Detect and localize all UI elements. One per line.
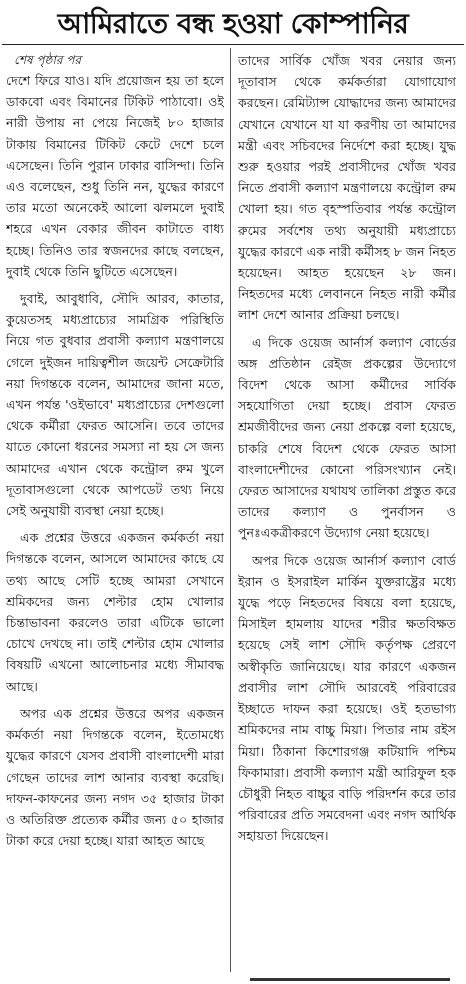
next-article-edge bbox=[0, 978, 466, 984]
continued-from-label: শেষ পৃষ্ঠার পর bbox=[14, 53, 82, 67]
paragraph: অপর দিকে ওয়েজ আর্নার্স কল্যাণ বোর্ড ইরান ও ইসরাইল মার্কিন যুক্তরাষ্ট্রের মধ্যে যুদ্ধে পড়ে নিহতদের বিষয়ে বলা হয়েছে, মিসাইল হামলায় যাদের শরীর ক্ষতবিক্ষত হয়েছে সেই লাশ সৌদি কর্তৃপক্ষ প্রেরণে অস্বীকৃতি জানিয়েছে। যার কারণে একজন প্রবাসীর লাশ সৌদি আরবেই পরিবারের ইচ্ছাতে দাফন করা হয়েছে। ওই হতভাগ্য শ্রমিকদের নাম বাচ্চু মিয়া। পিতার নাম রইস মিয়া। ঠিকানা কিশোরগঞ্জ কটিয়াদি পশ্চিম ফিকামারা। প্রবাসী কল্যাণ মন্ত্রী আরিফুল হক চৌধুরী নিহত বাচ্চুর বাড়ি পরিদর্শন করে তার পরিবারের প্রতি সমবেদনা এবং নগদ আর্থিক সহায়তা দিয়েছেন। bbox=[238, 552, 456, 844]
paragraph: দুবাই, আবুধাবি, সৌদি আরব, কাতার, কুয়েতসহ মধ্যপ্রাচ্যের সামগ্রিক পরিস্থিতি নিয়ে গত বুধবার প্রবাসী কল্যাণ মন্ত্রণালয়ে গেলে দুইজন দায়িত্বশীল জয়েন্ট সেক্রেটারি নয়া দিগন্তকে বলেন, আমাদের জানা মতে, এখন পর্যন্ত 'ওইভাবে' মধ্যপ্রাচ্যের দেশগুলো থেকে কর্মীরা ফেরত আসেনি। তবে তাদের যাতে কোনো ধরনের সমস্যা না হয় সে জন্য আমাদের এখান থেকে কন্ট্রোল রুম খুলে দূতাবাসগুলো থেকে আপডেট তথ্য নিয়ে সেই অনুযায়ী ব্যবস্থা নেয়া হচ্ছে। bbox=[6, 291, 224, 519]
paragraph: দেশে ফিরে যাও। যদি প্রয়োজন হয় তা হলে ডাকবো এবং বিমানের টিকিট পাঠাবো। ওই নারী উপায় না পেয়ে নিজেই ৮০ হাজার টাকায় বিমানের টিকিট কেটে দেশে চলে এসেছেন। তিনি পুরান ঢাকার বাসিন্দা। তিনি এও বলেছেন, শুধু তিনি নন, যুদ্ধের কারণে তার মতো অনেকেই আলো ঝলমলে দুবাই শহরে এখন বেকার জীবন কাটাতে বাধ্য হচ্ছে। তিনিও তার স্বজনদের কাছে বলছেন, দুবাই থেকে তিনি ছুটিতে এসেছেন। bbox=[6, 73, 224, 279]
paragraph: এ দিকে ওয়েজ আর্নার্স কল্যাণ বোর্ডের অঙ্গ প্রতিষ্ঠান রেইজ প্রকল্পের উদ্যোগে বিদেশ থেকে আসা কর্মীদের সার্বিক সহযোগিতা দেয়া হচ্ছে। প্রবাস ফেরত শ্রমজীবীদের জন্য নেয়া প্রকল্পে বলা হয়েছে, চাকরি শেষে বিদেশ থেকে ফেরত আসা বাংলাদেশীদের কোনো পরিসংখ্যান নেই। ফেরত আসাদের যথাযথ তালিকা প্রস্তুত করে তাদের কল্যাণ ও পুনর্বাসন ও পুনঃএকত্রীকরণে উদ্যোগ নেয়া হয়েছে। bbox=[238, 334, 456, 541]
left-column bbox=[6, 50, 224, 970]
article-headline: আমিরাতে বন্ধ হওয়া কোম্পানির bbox=[57, 7, 409, 40]
paragraph: অপর এক প্রশ্নের উত্তরে অপর একজন কর্মকর্তা নয়া দিগন্তকে বলেন, ইতোমধ্যে যুদ্ধের কারণে যেসব প্রবাসী বাংলাদেশী মারা গেছেন তাদের লাশ আনার ব্যবস্থা করেছি। দাফন-কাফনের জন্য নগদ ৩৫ হাজার টাকা ও অতিরিক্ত প্রত্যেক কর্মীর জন্য ৫০ হাজার টাকা করে দেয়া হচ্ছে। যারা আহত আছে bbox=[6, 705, 224, 849]
next-headline-fragment bbox=[250, 978, 450, 984]
headline-rule bbox=[2, 44, 464, 45]
paragraph: তাদের সার্বিক খোঁজ খবর নেয়ার জন্য দূতাবাস থেকে কর্মকর্তারা যোগাযোগ করছেন। রেমিট্যান্স যোদ্ধাদের জন্য আমাদের যেখানে যেখানে যা যা করণীয় তা আমাদের মন্ত্রী এবং সচিবদের নির্দেশে করা হচ্ছে। যুদ্ধ শুরু হওয়ার পরই প্রবাসীদের খোঁজ খবর নিতে প্রবাসী কল্যাণ মন্ত্রণালয়ে কন্ট্রোল রুম খোলা হয়। গত বৃহস্পতিবার পর্যন্ত কন্ট্রোল রুমের সর্বশেষ তথ্য অনুযায়ী মধ্যপ্রাচ্যে যুদ্ধের কারণে এক নারী কর্মীসহ ৮ জন নিহত হয়েছেন। আহত হয়েছেন ২৮ জন। নিহতদের মধ্যে লেবাননে নিহত নারী কর্মীর লাশ দেশে আনার প্রক্রিয়া চলছে। bbox=[238, 53, 456, 323]
column-divider bbox=[230, 48, 231, 972]
right-column bbox=[238, 50, 456, 970]
paragraph: এক প্রশ্নের উত্তরে একজন কর্মকর্তা নয়া দিগন্তকে বলেন, আসলে আমাদের কাছে যে তথ্য আছে সেটি হচ্ছে আমরা সেখানে শ্রমিকদের জন্য শেল্টার হোম খোলার চিন্তাভাবনা করলেও তারা এটিকে ভালো চোখে দেখছে না। তাই শেল্টার হোম খোলার বিষয়টি এখনো আলোচনার মধ্যে সীমাবদ্ধ আছে। bbox=[6, 530, 224, 694]
